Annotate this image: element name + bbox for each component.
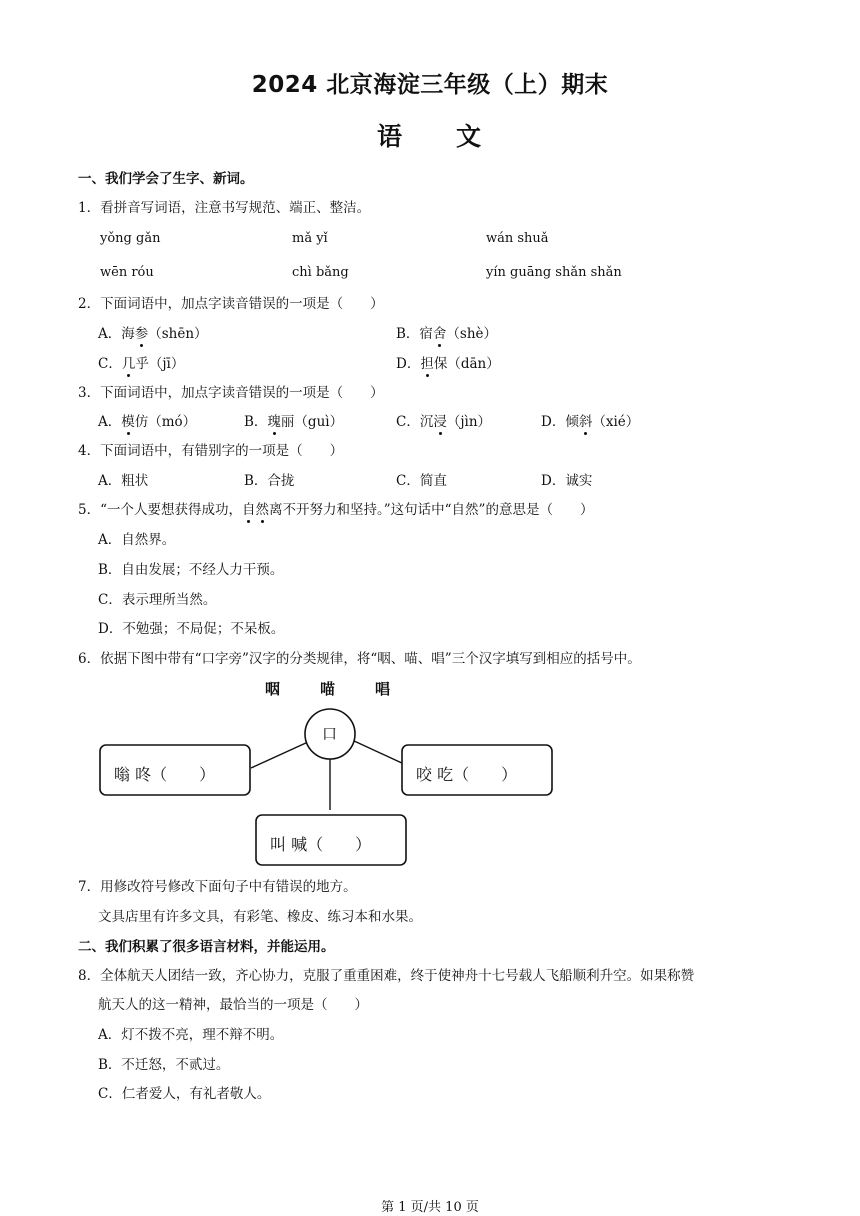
q2-option-a: A．海参（shēn） <box>98 326 208 342</box>
q5-option-c: C．表示理所当然。 <box>98 592 217 608</box>
pinyin-5: chì bǎng <box>292 265 349 280</box>
question-2: 2．下面词语中，加点字读音错误的一项是（ ） <box>78 296 384 312</box>
q3-option-a: A．模仿（mó） <box>98 414 197 430</box>
q4-option-c: C．简直 <box>396 473 447 489</box>
q2-option-c: C．几乎（jī） <box>98 356 185 372</box>
diagram-center-radical: 口 <box>322 725 338 743</box>
diagram-bottom-box-text: 叫 喊（ ） <box>270 835 372 854</box>
q8-option-c: C．仁者爱人，有礼者敬人。 <box>98 1086 271 1102</box>
q7-sentence: 文具店里有许多文具，有彩笔、橡皮、练习本和水果。 <box>98 909 422 925</box>
q3-option-b: B．瑰丽（guì） <box>244 414 344 430</box>
q3-option-c: C．沉浸（jìn） <box>396 414 492 430</box>
q8-option-a: A．灯不拨不亮，理不辩不明。 <box>98 1027 284 1043</box>
pinyin-3: wán shuǎ <box>486 231 549 246</box>
question-8-line-1: 8．全体航天人团结一致，齐心协力，克服了重重困难，终于使神舟十七号载人飞船顺利升空。如果称赞 <box>78 968 695 984</box>
pinyin-4: wēn róu <box>100 265 154 280</box>
q5-option-b: B．自由发展；不经人力干预。 <box>98 562 284 578</box>
subject-char-left: 语 <box>376 122 404 151</box>
question-1: 1．看拼音写词语，注意书写规范、端正、整洁。 <box>78 200 371 216</box>
subject-title <box>0 117 860 153</box>
diagram-word-1: 咽 <box>265 680 281 698</box>
question-7: 7．用修改符号修改下面句子中有错误的地方。 <box>78 879 357 895</box>
pinyin-2: mǎ yǐ <box>292 231 328 246</box>
page-footer: 第 1 页/共 10 页 <box>381 1200 479 1215</box>
exam-title: 2024 北京海淀三年级（上）期末 <box>251 72 609 98</box>
section-2-heading: 二、我们积累了很多语言材料，并能运用。 <box>78 939 335 955</box>
q5-option-d: D．不勉强；不局促；不呆板。 <box>98 621 285 637</box>
radical-classification-diagram <box>96 676 566 872</box>
question-6: 6．依据下图中带有“口字旁”汉字的分类规律，将“咽、喵、唱”三个汉字填写到相应的括号中。 <box>78 651 641 667</box>
question-4: 4．下面词语中，有错别字的一项是（ ） <box>78 443 344 459</box>
section-1-heading: 一、我们学会了生字、新词。 <box>78 171 254 187</box>
question-8-line-2: 航天人的这一精神，最恰当的一项是（ ） <box>98 997 368 1013</box>
question-3: 3．下面词语中，加点字读音错误的一项是（ ） <box>78 385 384 401</box>
question-5: 5．“一个人要想获得成功，自然离不开努力和坚持。”这句话中“自然”的意思是（ ） <box>78 502 594 518</box>
pinyin-6: yín guāng shǎn shǎn <box>486 265 622 280</box>
diagram-word-3: 唱 <box>375 680 391 698</box>
pinyin-1: yǒng gǎn <box>100 231 161 246</box>
q5-option-a: A．自然界。 <box>98 532 176 548</box>
subject-char-right: 文 <box>456 122 484 151</box>
q8-option-b: B．不迁怒，不贰过。 <box>98 1057 230 1073</box>
q4-option-a: A．粗状 <box>98 473 149 489</box>
diagram-right-box-text: 咬 吃（ ） <box>416 765 518 784</box>
q4-option-b: B．合拢 <box>244 473 295 489</box>
diagram-left-box-text: 嗡 咚（ ） <box>114 765 216 784</box>
q3-option-d: D．倾斜（xié） <box>541 414 640 430</box>
q4-option-d: D．诚实 <box>541 473 593 489</box>
q2-option-d: D．担保（dān） <box>396 356 500 372</box>
diagram-word-2: 喵 <box>320 680 336 698</box>
q2-option-b: B．宿舍（shè） <box>396 326 498 342</box>
